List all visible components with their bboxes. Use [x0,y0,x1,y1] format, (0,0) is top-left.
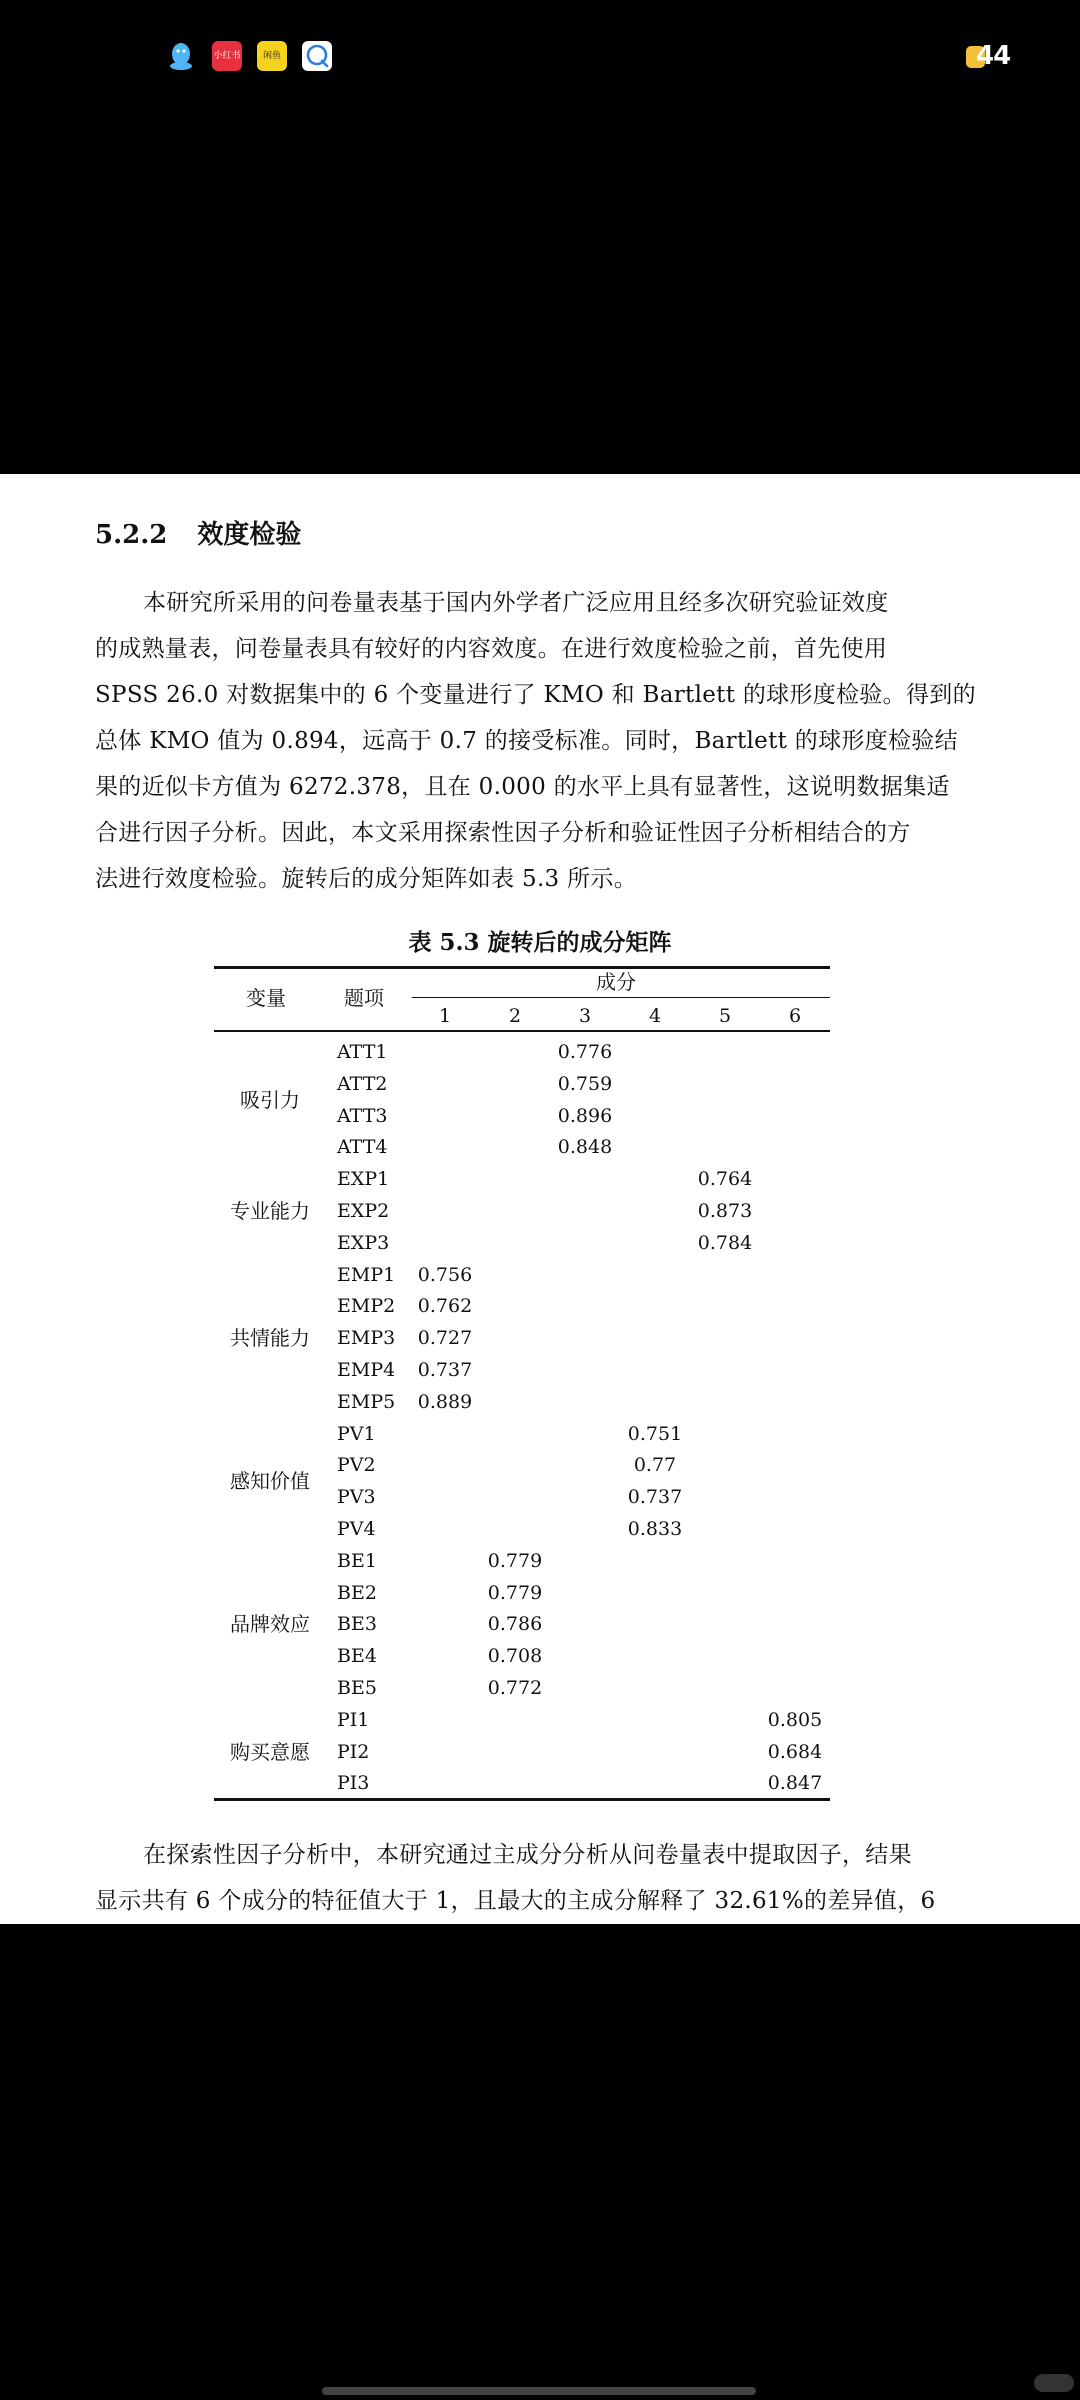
loading-value: 0.684 [767,1740,823,1763]
chat-bubble-icon [302,41,332,71]
item-label: BE1 [337,1549,377,1572]
loading-value: 0.805 [767,1708,823,1731]
loading-value: 0.772 [487,1677,543,1699]
header-variable: 变量 [246,986,286,1010]
variable-label: 共情能力 [230,1326,310,1351]
xiaohongshu-icon: 小红书 [212,41,242,71]
paragraph-line: 的成熟量表，问卷量表具有较好的内容效度。在进行效度检验之前，首先使用 [95,636,888,662]
section-heading [95,514,301,551]
item-label: EMP1 [337,1263,396,1286]
loading-value: 0.873 [697,1200,753,1222]
item-label: EMP4 [337,1359,396,1381]
item-label: EMP3 [337,1327,396,1350]
item-label: EMP2 [337,1295,396,1318]
component-number: 6 [788,1005,802,1027]
item-label: BE2 [337,1581,377,1604]
item-label: PI3 [337,1772,370,1795]
paragraph-line: 本研究所采用的问卷量表基于国内外学者广泛应用且经多次研究验证效度 [143,590,889,616]
home-indicator[interactable] [322,2387,756,2395]
component-number: 5 [718,1005,732,1027]
paragraph-1 [95,580,987,902]
variable-label: 品牌效应 [230,1612,310,1637]
variable-label: 感知价值 [230,1469,310,1494]
variable-label: 吸引力 [240,1087,300,1112]
section-title: 效度检验 [197,520,302,550]
watermark-badge [1034,2374,1074,2392]
item-label: PV4 [337,1518,376,1540]
paragraph-2 [95,1832,987,1924]
loading-value: 0.786 [487,1613,543,1636]
loading-value: 0.833 [627,1518,683,1540]
item-label: PI2 [337,1740,370,1763]
item-label: PV3 [337,1486,376,1509]
loading-value: 0.889 [417,1390,473,1413]
loading-value: 0.759 [557,1072,613,1095]
item-label: ATT2 [337,1072,388,1095]
item-label: BE3 [337,1613,377,1636]
loading-value: 0.847 [767,1772,823,1795]
loading-value: 0.848 [557,1136,613,1159]
header-component: 成分 [596,970,636,994]
paragraph-line: 合进行因子分析。因此，本文采用探索性因子分析和验证性因子分析相结合的方 [95,820,911,846]
loading-value: 0.762 [417,1295,473,1318]
table-bottom-rule [214,1798,830,1801]
status-bar [0,0,1080,110]
loading-value: 0.779 [487,1549,543,1572]
component-matrix-table [214,966,830,1801]
loading-value: 0.779 [487,1581,543,1604]
loading-value: 0.727 [417,1327,473,1350]
variable-label: 购买意愿 [230,1739,310,1764]
header-item: 题项 [344,986,384,1010]
loading-value: 0.751 [627,1422,683,1445]
loading-value: 0.737 [417,1359,473,1381]
paragraph-line: 法进行效度检验。旋转后的成分矩阵如表 5.3 所示。 [95,866,637,892]
loading-value: 0.77 [633,1454,677,1477]
item-label: PI1 [337,1708,370,1731]
paragraph-line: 显示共有 6 个成分的特征值大于 1，且最大的主成分解释了 32.61%的差异值，6 [95,1888,936,1914]
paragraph-line: 果的近似卡方值为 6272.378，且在 0.000 的水平上具有显著性，这说明数据集适 [95,774,950,800]
table-caption: 表 5.3 旋转后的成分矩阵 [408,929,672,956]
item-label: PV2 [337,1454,376,1477]
paragraph-line: 在探索性因子分析中，本研究通过主成分分析从问卷量表中提取因子，结果 [143,1842,912,1868]
qq-icon [166,41,196,71]
item-label: EXP3 [337,1231,390,1254]
loading-value: 0.708 [487,1645,543,1668]
item-label: ATT4 [337,1136,388,1159]
item-label: BE4 [337,1645,377,1668]
paragraph-line: SPSS 26.0 对数据集中的 6 个变量进行了 KMO 和 Bartlett 的球形度检验。得到的 [95,682,976,708]
component-number: 4 [648,1005,662,1027]
paragraph-line: 总体 KMO 值为 0.894，远高于 0.7 的接受标准。同时，Bartlett 的球形度检验结 [95,728,958,754]
loading-value: 0.764 [697,1168,753,1191]
item-label: PV1 [337,1422,376,1445]
component-number: 1 [438,1005,452,1027]
loading-value: 0.896 [557,1104,613,1127]
loading-value: 0.756 [417,1263,473,1286]
item-label: BE5 [337,1677,377,1699]
loading-value: 0.737 [627,1486,683,1509]
item-label: ATT3 [337,1104,388,1127]
table-top-rule [214,966,830,969]
battery-indicator [966,41,1011,71]
document-page[interactable] [0,474,1080,1924]
xianyu-icon: 闲鱼 [257,41,287,71]
battery-level: 44 [976,41,1011,71]
component-number: 3 [578,1005,592,1027]
item-label: ATT1 [337,1041,388,1063]
item-label: EXP2 [337,1200,390,1222]
component-number: 2 [508,1005,522,1027]
item-label: EMP5 [337,1390,396,1413]
item-label: EXP1 [337,1168,390,1191]
loading-value: 0.776 [557,1041,613,1063]
loading-value: 0.784 [697,1231,753,1254]
variable-label: 专业能力 [230,1198,310,1223]
section-number: 5.2.2 [95,520,168,550]
